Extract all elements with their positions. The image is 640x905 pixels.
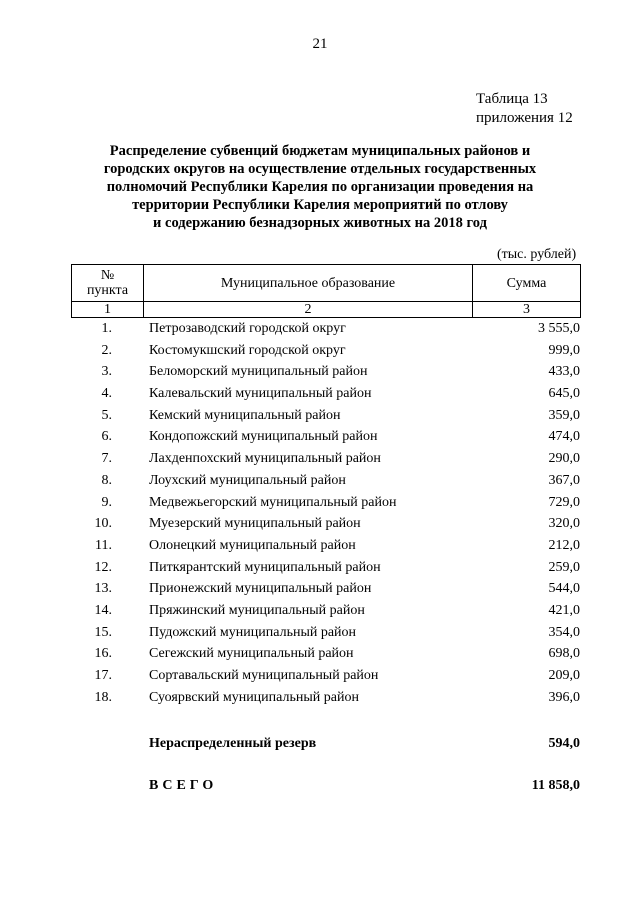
row-municipality: Питкярантский муниципальный район [149,559,381,575]
title-line: территории Республики Карелия мероприятий по отлову [132,197,508,213]
row-number: 18. [94,689,112,705]
row-municipality: Кемский муниципальный район [149,407,341,423]
row-number: 8. [101,472,112,488]
table-header [71,264,581,318]
row-sum: 645,0 [548,386,580,402]
table-row [0,361,640,383]
row-sum: 359,0 [548,407,580,423]
header-municipality-cell: Муниципальное образование [144,265,473,302]
row-municipality: Костомукшский городской округ [149,342,346,358]
table-row [0,687,640,709]
row-municipality: Беломорский муниципальный район [149,364,368,380]
table-row [0,492,640,514]
row-number: 5. [101,407,112,423]
page-number: 21 [312,36,328,52]
row-municipality: Медвежьегорский муниципальный район [149,494,397,510]
row-municipality: Лахденпохский муниципальный район [149,451,381,467]
total-label: ВСЕГО [149,778,218,793]
header-number-symbol: № [100,268,115,283]
row-number: 4. [101,386,112,402]
table-row [0,665,640,687]
row-sum: 320,0 [548,516,580,532]
row-number: 11. [95,537,112,553]
reserve-row [0,734,640,754]
table-row [0,340,640,362]
reserve-sum: 594,0 [548,736,580,751]
row-municipality: Муезерский муниципальный район [149,516,361,532]
row-number: 13. [94,581,112,597]
title-line: Распределение субвенций бюджетам муниципальных районов и [109,143,531,159]
row-sum: 367,0 [548,472,580,488]
row-municipality: Петрозаводский городской округ [149,321,346,336]
row-municipality: Калевальский муниципальный район [149,386,372,402]
column-index-1: 1 [72,302,144,318]
row-sum: 544,0 [548,581,580,597]
table-row [0,426,640,448]
table-row [0,513,640,535]
table-row [0,622,640,644]
row-number: 10. [94,516,112,532]
row-sum: 290,0 [548,451,580,467]
reserve-label: Нераспределенный резерв [149,736,317,751]
row-sum: 698,0 [548,646,580,662]
row-sum: 999,0 [548,342,580,358]
row-sum: 421,0 [548,602,580,618]
row-municipality: Лоухский муниципальный район [149,472,346,488]
total-row [0,776,640,796]
row-sum: 259,0 [548,559,580,575]
row-municipality: Сегежский муниципальный район [149,646,354,662]
table-ref-line: приложения 12 [476,110,573,126]
column-index-2: 2 [144,302,473,318]
document-title [60,142,580,232]
row-number: 2. [101,342,112,358]
row-number: 1. [101,321,112,336]
row-municipality: Прионежский муниципальный район [149,581,372,597]
title-line: полномочий Республики Карелия по организации проведения на [106,179,534,195]
row-municipality: Кондопожский муниципальный район [149,429,378,445]
column-index-3: 3 [473,302,581,318]
header-number-cell [72,265,144,302]
row-sum: 433,0 [548,364,580,380]
table-row [0,318,640,340]
table-row [0,643,640,665]
table-row [0,600,640,622]
row-municipality: Сортавальский муниципальный район [149,668,379,683]
row-municipality: Пряжинский муниципальный район [149,602,365,618]
row-number: 16. [94,646,112,662]
table-row [0,557,640,579]
header-number-word: пункта [86,283,129,298]
row-number: 15. [94,624,112,640]
row-sum: 474,0 [548,429,580,445]
table-reference [476,90,573,128]
row-number: 14. [94,602,112,618]
row-number: 6. [101,429,112,445]
table-row [0,383,640,405]
row-number: 12. [94,559,112,575]
table-row [0,470,640,492]
row-municipality: Олонецкий муниципальный район [149,537,356,553]
table-ref-line: Таблица 13 [476,91,548,107]
row-sum: 729,0 [548,494,580,510]
units-label: (тыс. рублей) [497,247,577,262]
row-number: 3. [101,364,112,380]
row-sum: 212,0 [548,537,580,553]
row-number: 7. [101,451,112,467]
row-sum: 3 555,0 [538,321,580,336]
title-line: городских округов на осуществление отдельных государственных [103,161,537,177]
table-row [0,578,640,600]
table-body [0,318,640,708]
table-row [0,448,640,470]
row-number: 9. [101,494,112,510]
row-sum: 209,0 [548,668,580,683]
table-row [0,535,640,557]
title-line: и содержанию безнадзорных животных на 2018 год [153,215,487,231]
header-sum-cell: Сумма [473,265,581,302]
row-municipality: Пудожский муниципальный район [149,624,357,640]
row-sum: 354,0 [548,624,580,640]
row-sum: 396,0 [548,689,580,705]
row-municipality: Суоярвский муниципальный район [149,689,359,705]
total-sum: 11 858,0 [531,778,580,793]
row-number: 17. [94,668,112,683]
table-row [0,405,640,427]
